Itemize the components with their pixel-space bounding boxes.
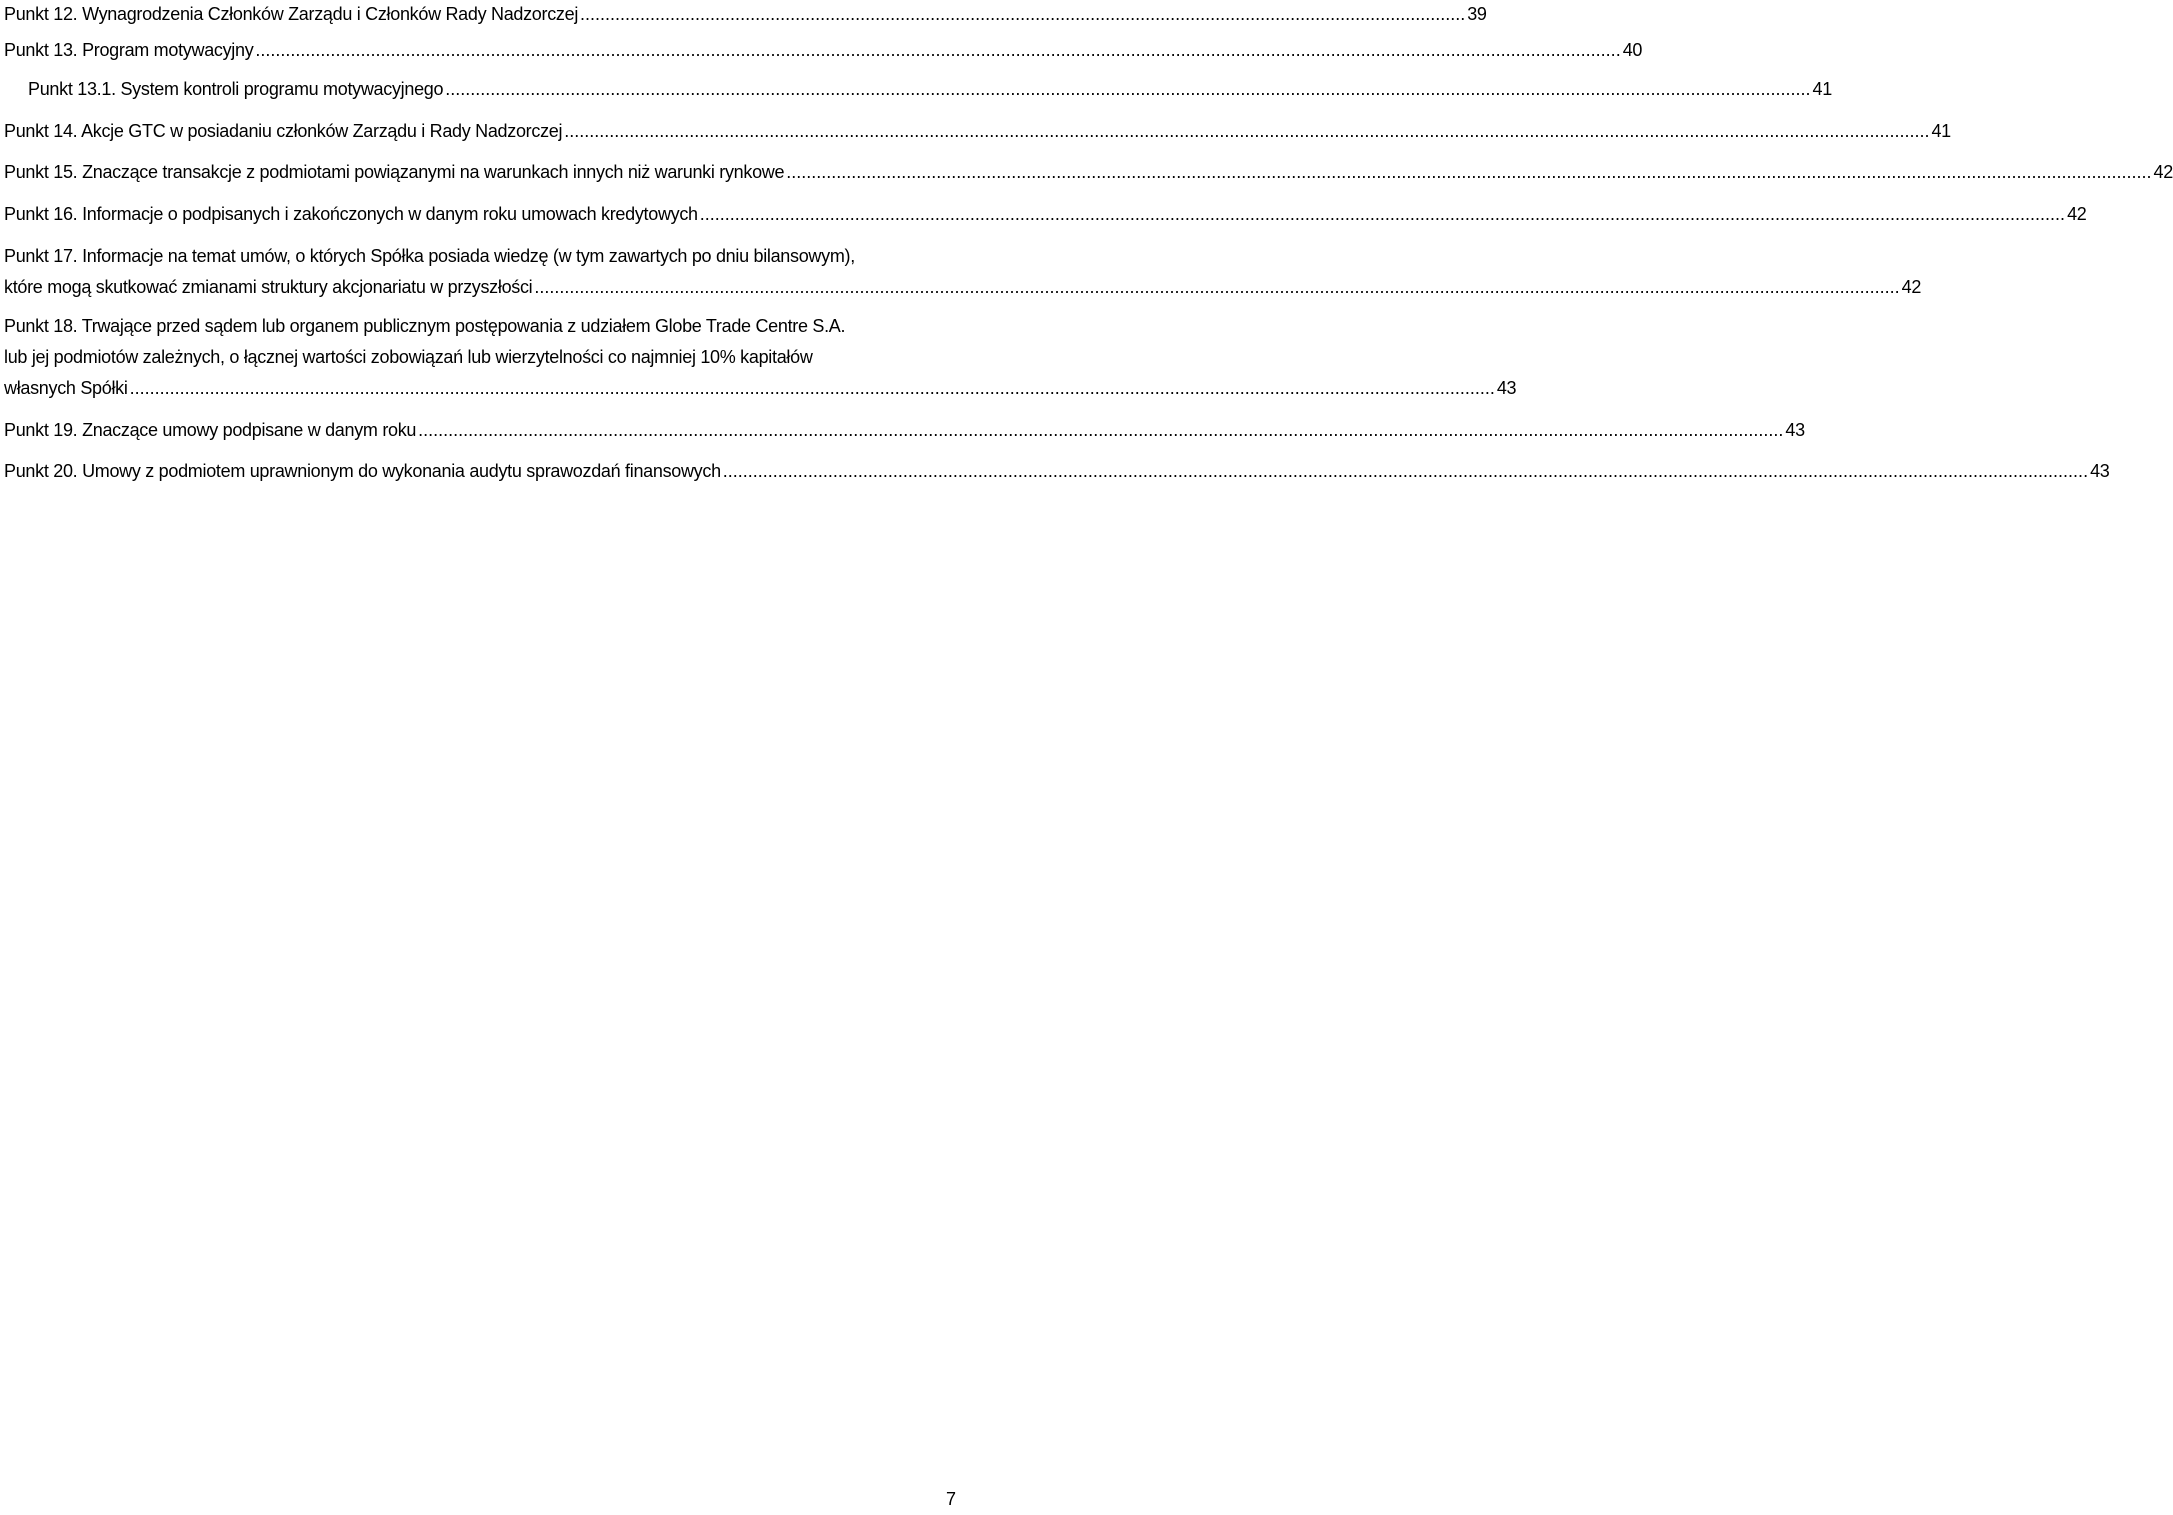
toc-leader-dots: ................................................................................................................................................................................................................................................................................. <box>564 121 1930 141</box>
toc-leader-dots: ................................................................................................................................................................................................................................................................................. <box>445 79 1811 99</box>
toc-page-number: 42 <box>2153 162 2173 182</box>
toc-leader-dots: ................................................................................................................................................................................................................................................................................. <box>699 204 2066 224</box>
toc-entry-13-1[interactable] <box>4 75 1832 103</box>
toc-entry-label: Punkt 15. Znaczące transakcje z podmiotami powiązanymi na warunkach innych niż warunki rynkowe <box>4 162 785 182</box>
toc-entry-20[interactable] <box>4 457 2110 485</box>
toc-entry-13[interactable] <box>4 36 1643 64</box>
page-number: 7 <box>945 1489 956 1509</box>
toc-entry-label: Punkt 13. Program motywacyjny <box>4 40 254 60</box>
toc-leader-dots: ................................................................................................................................................................................................................................................................................. <box>418 420 1784 440</box>
toc-page-number: 43 <box>1785 420 1805 440</box>
toc-page-number: 39 <box>1467 4 1487 24</box>
toc-entry-label: Punkt 13.1. System kontroli programu motywacyjnego <box>28 79 444 99</box>
toc-entry-16[interactable] <box>4 200 2087 228</box>
toc-entry-label: Punkt 14. Akcje GTC w posiadaniu członków Zarządu i Rady Nadzorczej <box>4 121 563 141</box>
toc-entry-12[interactable] <box>4 0 1487 28</box>
toc-entry-19[interactable] <box>4 416 1805 444</box>
toc-entry-continuation: które mogą skutkować zmianami struktury akcjonariatu w przyszłości <box>4 277 533 297</box>
toc-leader-dots: ................................................................................................................................................................................................................................................................................. <box>129 378 1495 398</box>
toc-entry-15[interactable] <box>4 158 2173 186</box>
toc-entry-label: Punkt 19. Znaczące umowy podpisane w danym roku <box>4 420 417 440</box>
toc-entry-continuation: lub jej podmiotów zależnych, o łącznej wartości zobowiązań lub wierzytelności co najmniej 10% kapitałów <box>4 347 813 367</box>
toc-entry-label: Punkt 18. Trwające przed sądem lub organem publicznym postępowania z udziałem Globe Trade Centre S.A. <box>4 316 846 336</box>
toc-entry-label: Punkt 17. Informacje na temat umów, o których Spółka posiada wiedzę (w tym zawartych po dniu bilansowym), <box>4 246 855 266</box>
toc-page-number: 41 <box>1931 121 1951 141</box>
toc-page-number: 43 <box>2090 461 2110 481</box>
toc-entry-14[interactable] <box>4 117 1951 145</box>
toc-entry-label: Punkt 20. Umowy z podmiotem uprawnionym do wykonania audytu sprawozdań finansowych <box>4 461 721 481</box>
toc-leader-dots: ................................................................................................................................................................................................................................................................................. <box>534 277 1900 297</box>
toc-leader-dots: ................................................................................................................................................................................................................................................................................. <box>255 40 1621 60</box>
toc-entry-17[interactable] <box>4 242 1922 301</box>
toc-page-number: 41 <box>1812 79 1832 99</box>
toc-entry-label: Punkt 16. Informacje o podpisanych i zakończonych w danym roku umowach kredytowych <box>4 204 698 224</box>
toc-page-number: 42 <box>2067 204 2087 224</box>
toc-entry-18[interactable] <box>4 312 1517 402</box>
toc-page-number: 40 <box>1622 40 1643 60</box>
toc-page-number: 42 <box>1901 277 1922 297</box>
toc-page-number: 43 <box>1496 378 1517 398</box>
toc-entry-continuation: własnych Spółki <box>4 378 128 398</box>
toc-leader-dots: ................................................................................................................................................................................................................................................................................. <box>722 461 2089 481</box>
toc-entry-label: Punkt 12. Wynagrodzenia Członków Zarządu i Członków Rady Nadzorczej <box>4 4 579 24</box>
toc-leader-dots: ................................................................................................................................................................................. <box>580 4 1466 24</box>
toc-leader-dots: ................................................................................................................................................................................................................................................................................. <box>786 162 2152 182</box>
